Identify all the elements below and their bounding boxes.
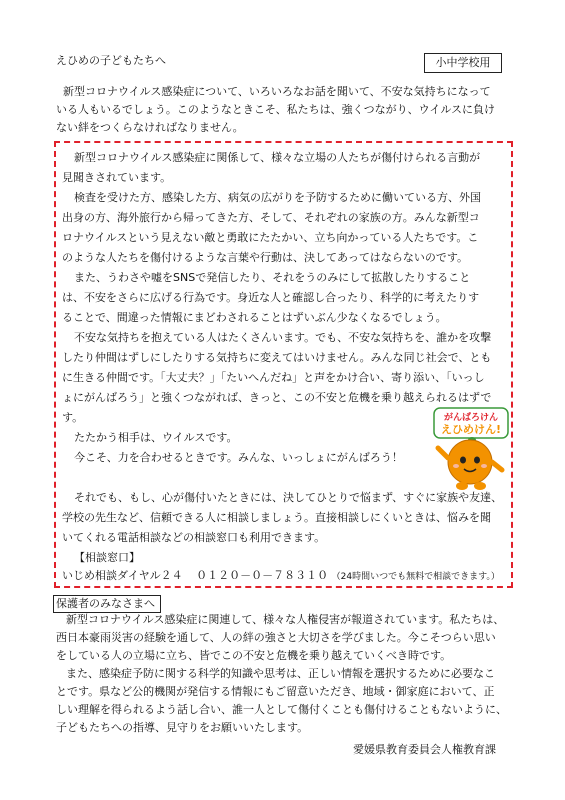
- message-line: 今こそ、力を合わせるときです。みんな、いっしょにがんばろう！: [74, 451, 403, 464]
- message-line: したり仲間はずしにしたりする気持ちに変えてはいけません。みんな同じ社会で、とも: [62, 351, 492, 364]
- hotline-number[interactable]: ０１２０－０－７８３１０: [196, 569, 329, 582]
- message-line: たたかう相手は、ウイルスです。: [74, 431, 238, 444]
- message-line: ロナウイルスという見えない敵と勇敢にたたかい、立ち向かっている人たちです。こ: [62, 231, 479, 244]
- message-line: 新型コロナウイルス感染症に関係して、様々な立場の人たちが傷付けられる言動が: [74, 151, 481, 164]
- guardians-heading: 保護者のみなさまへ: [53, 595, 161, 613]
- message-line: 出身の方、海外旅行から帰ってきた方、そして、それぞれの家族の方。みんな新型コ: [62, 211, 480, 224]
- grade-label: 小中学校用: [424, 53, 502, 73]
- hotline-label: いじめ相談ダイヤル２４: [62, 569, 183, 582]
- message-line: 学校の先生など、信頼できる人に相談しましょう。直接相談しにくいときは、悩みを聞: [62, 511, 491, 524]
- message-line: ょにがんばろう」と強くつながれば、きっと、この不安と危機を乗り越えられるはずで: [62, 391, 492, 404]
- message-line: また、うわさや嘘をSNSで発信したり、それをうのみにして拡散したりすること: [74, 271, 471, 284]
- message-line: いてくれる電話相談などの相談窓口も利用できます。: [62, 531, 326, 544]
- hotline-row: [62, 566, 500, 587]
- mascot-logo: [434, 408, 508, 438]
- message-line: それでも、もし、心が傷付いたときには、決してひとりで悩まず、すぐに家族や友達、: [74, 491, 503, 504]
- guardians-line: また、感染症予防に関する科学的知識や思考は、正しい情報を選択するために必要なこ: [66, 667, 495, 680]
- message-line: 検査を受けた方、感染した方、病気の広がりを予防するために働いている方、外国: [74, 191, 481, 204]
- intro-line-3: ない絆をつくらなければなりません。: [56, 121, 244, 134]
- message-line: は、不安をさらに広げる行為です。身近な人と確認し合ったり、科学的に考えたりす: [62, 291, 480, 304]
- guardians-line: しい理解を得られるよう話し合い、誰一人として傷付くことも傷付けることもないように、: [56, 703, 507, 716]
- intro-line-2: いる人もいるでしょう。このようなときこそ、私たちは、強くつながり、ウイルスに負け: [56, 103, 496, 116]
- consultation-heading: 【相談窓口】: [74, 551, 140, 564]
- message-line: 不安な気持ちを抱えている人はたくさんいます。でも、不安な気持ちを、誰かを攻撃: [74, 331, 492, 344]
- message-line: に生きる仲間です。「大丈夫？」「たいへんだね」と声をかけ合い、寄り添い、「いっし: [62, 371, 485, 384]
- mascot-logo-text-2: えひめけん!: [440, 423, 502, 436]
- message-line: す。: [62, 411, 84, 424]
- guardians-line: をしている人の立場に立ち、皆でこの不安と危機を乗り越えていくべき時です。: [56, 649, 452, 662]
- guardians-line: 子どもたちへの指導、見守りをお願いいたします。: [56, 721, 309, 734]
- guardians-line: 西日本豪雨災害の経験を通して、人の絆の強さと大切さを学びました。今こそつらい思い: [56, 631, 496, 644]
- guardians-line: とです。県など公的機関が発信する情報にもご留意いただき、地域・御家庭において、正: [56, 685, 495, 698]
- signature: 愛媛県教育委員会人権教育課: [353, 743, 496, 756]
- guardians-line: 新型コロナウイルス感染症に関連して、様々な人権侵害が報道されています。私たちは、: [66, 613, 505, 626]
- message-line: 見聞きされています。: [62, 171, 172, 184]
- hotline-note: （24時間いつでも無料で相談できます。）: [331, 572, 500, 582]
- intro-line-1: 新型コロナウイルス感染症について、いろいろなお話を聞いて、不安な気持ちになって: [63, 85, 491, 98]
- message-line: ることで、間違った情報にまどわされることはずいぶん少なくなるでしょう。: [62, 311, 447, 324]
- greeting: えひめの子どもたちへ: [56, 54, 166, 67]
- mascot-illustration: [428, 406, 514, 498]
- mascot-logo-text-1: がんばろけん: [443, 413, 499, 423]
- message-line: のような人たちを傷付けるような言葉や行動は、決してあってはならないのです。: [62, 251, 469, 264]
